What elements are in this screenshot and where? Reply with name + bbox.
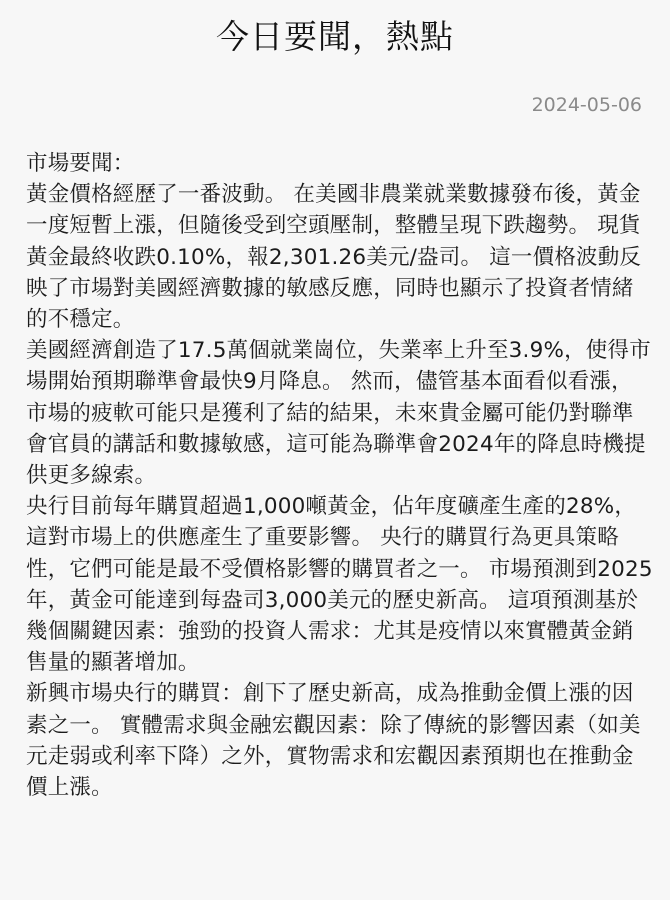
page-title: 今日要聞，熱點	[216, 17, 454, 56]
paragraph-gold-volatility: 黃金價格經歷了一番波動。 在美國非農業就業數據發布後，黃金一度短暫上漲，但隨後受到空頭壓制，整體呈現下跌趨勢。 現貨黃金最終收跌0.10%，報2,301.26美元/盎司。 這一價格波動反映了市場對美國經濟數據的敏感反應，同時也顯示了投資者情緒的不穩定。	[26, 182, 642, 333]
article-body	[26, 148, 654, 803]
section-heading: 市場要聞：	[26, 151, 135, 176]
paragraph-emerging-markets: 新興市場央行的購買：創下了歷史新高，成為推動金價上漲的因素之一。 實體需求與金融宏觀因素：除了傳統的影響因素（如美元走弱或利率下降）之外，實物需求和宏觀因素預期也在推動金價上漲。	[26, 681, 641, 801]
publish-date: 2024-05-06	[531, 94, 642, 116]
paragraph-us-economy: 美國經濟創造了17.5萬個就業崗位，失業率上升至3.9%，使得市場開始預期聯準會最快9月降息。 然而，儘管基本面看似看漲，市場的疲軟可能只是獲利了結的結果，未來貴金屬可能仍對聯準會官員的講話和數據敏感，這可能為聯準會2024年的降息時機提供更多線索。	[26, 338, 651, 489]
paragraph-central-bank-buying: 央行目前每年購買超過1,000噸黃金，佔年度礦產生產的28%，這對市場上的供應產生了重要影響。 央行的購買行為更具策略性，它們可能是最不受價格影響的購買者之一。 市場預測到2025年，黃金可能達到每盎司3,000美元的歷史新高。 這項預測基於幾個關鍵因素：強勁的投資人需求：尤其是疫情以來實體黃金銷售量的顯著增加。	[26, 494, 653, 676]
